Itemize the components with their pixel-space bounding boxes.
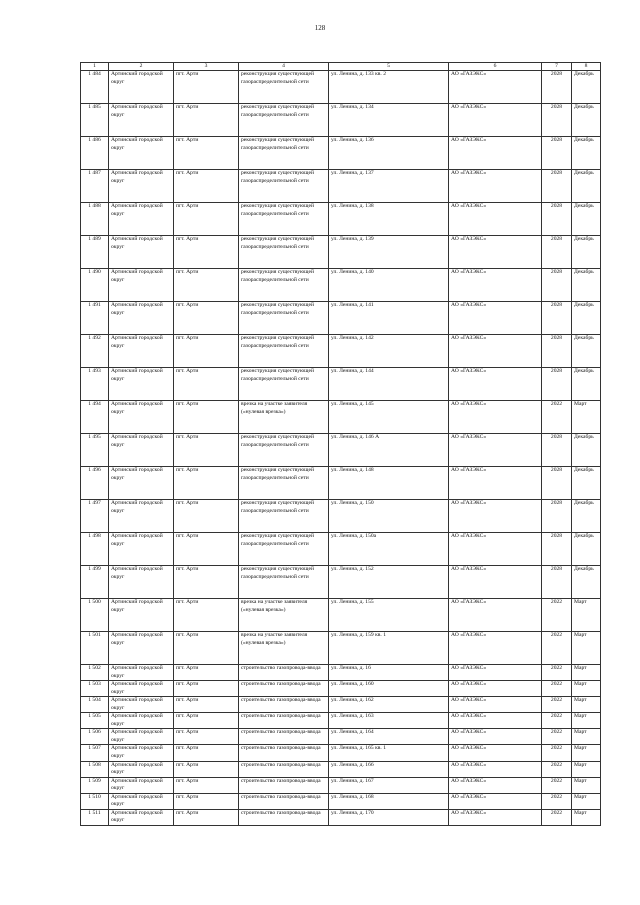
row-number: 1 495 — [81, 434, 109, 467]
row-number: 1 504 — [81, 697, 109, 713]
work-type-cell: врезка на участке заявителя («нулевая врезка») — [239, 401, 329, 434]
district-cell: Артинский городской округ — [109, 793, 174, 809]
settlement-cell: пгт. Арти — [174, 467, 239, 500]
work-type-cell: реконструкция существующей газораспределительной сети — [239, 71, 329, 104]
row-number: 1 490 — [81, 269, 109, 302]
table-row — [81, 170, 601, 203]
settlement-cell: пгт. Арти — [174, 729, 239, 745]
address-cell: ул. Ленина, д. 134 — [329, 104, 449, 137]
settlement-cell: пгт. Арти — [174, 793, 239, 809]
district-cell: Артинский городской округ — [109, 104, 174, 137]
address-cell: ул. Ленина, д. 166 — [329, 761, 449, 777]
table-row — [81, 697, 601, 713]
table-row — [81, 713, 601, 729]
settlement-cell: пгт. Арти — [174, 368, 239, 401]
row-number: 1 505 — [81, 713, 109, 729]
organization-cell: АО «ГАЗЭКС» — [449, 566, 542, 599]
organization-cell: АО «ГАЗЭКС» — [449, 170, 542, 203]
organization-cell: АО «ГАЗЭКС» — [449, 681, 542, 697]
settlement-cell: пгт. Арти — [174, 761, 239, 777]
column-header: 1 — [81, 63, 109, 71]
year-cell: 2022 — [542, 793, 572, 809]
address-cell: ул. Ленина, д. 150а — [329, 533, 449, 566]
month-cell: Декабрь — [572, 500, 601, 533]
column-header: 8 — [572, 63, 601, 71]
address-cell: ул. Ленина, д. 141 — [329, 302, 449, 335]
organization-cell: АО «ГАЗЭКС» — [449, 236, 542, 269]
table-row — [81, 632, 601, 665]
month-cell: Декабрь — [572, 335, 601, 368]
year-cell: 2022 — [542, 729, 572, 745]
organization-cell: АО «ГАЗЭКС» — [449, 533, 542, 566]
month-cell: Декабрь — [572, 467, 601, 500]
row-number: 1 506 — [81, 729, 109, 745]
district-cell: Артинский городской округ — [109, 729, 174, 745]
month-cell: Март — [572, 681, 601, 697]
row-number: 1 497 — [81, 500, 109, 533]
column-header: 3 — [174, 63, 239, 71]
work-type-cell: реконструкция существующей газораспределительной сети — [239, 269, 329, 302]
year-cell: 2028 — [542, 533, 572, 566]
row-number: 1 496 — [81, 467, 109, 500]
district-cell: Артинский городской округ — [109, 137, 174, 170]
year-cell: 2028 — [542, 500, 572, 533]
year-cell: 2022 — [542, 745, 572, 761]
month-cell: Декабрь — [572, 566, 601, 599]
address-cell: ул. Ленина, д. 140 — [329, 269, 449, 302]
work-type-cell: строительство газопровода-ввода — [239, 745, 329, 761]
year-cell: 2022 — [542, 681, 572, 697]
settlement-cell: пгт. Арти — [174, 566, 239, 599]
organization-cell: АО «ГАЗЭКС» — [449, 632, 542, 665]
month-cell: Март — [572, 745, 601, 761]
table-row — [81, 729, 601, 745]
organization-cell: АО «ГАЗЭКС» — [449, 269, 542, 302]
work-type-cell: строительство газопровода-ввода — [239, 761, 329, 777]
column-header: 7 — [542, 63, 572, 71]
organization-cell: АО «ГАЗЭКС» — [449, 203, 542, 236]
column-header: 5 — [329, 63, 449, 71]
work-type-cell: строительство газопровода-ввода — [239, 729, 329, 745]
settlement-cell: пгт. Арти — [174, 665, 239, 681]
month-cell: Март — [572, 599, 601, 632]
address-cell: ул. Ленина, д. 16 — [329, 665, 449, 681]
work-type-cell: строительство газопровода-ввода — [239, 809, 329, 825]
settlement-cell: пгт. Арти — [174, 104, 239, 137]
address-cell: ул. Ленина, д. 146 А — [329, 434, 449, 467]
row-number: 1 503 — [81, 681, 109, 697]
row-number: 1 487 — [81, 170, 109, 203]
column-header: 2 — [109, 63, 174, 71]
work-type-cell: строительство газопровода-ввода — [239, 665, 329, 681]
month-cell: Март — [572, 793, 601, 809]
organization-cell: АО «ГАЗЭКС» — [449, 71, 542, 104]
district-cell: Артинский городской округ — [109, 777, 174, 793]
table-row — [81, 533, 601, 566]
year-cell: 2028 — [542, 71, 572, 104]
month-cell: Март — [572, 761, 601, 777]
row-number: 1 484 — [81, 71, 109, 104]
work-type-cell: строительство газопровода-ввода — [239, 697, 329, 713]
address-cell: ул. Ленина, д. 144 — [329, 368, 449, 401]
table-row — [81, 761, 601, 777]
organization-cell: АО «ГАЗЭКС» — [449, 368, 542, 401]
address-cell: ул. Ленина, д. 152 — [329, 566, 449, 599]
district-cell: Артинский городской округ — [109, 368, 174, 401]
address-cell: ул. Ленина, д. 145 — [329, 401, 449, 434]
district-cell: Артинский городской округ — [109, 809, 174, 825]
table-row — [81, 566, 601, 599]
address-cell: ул. Ленина, д. 164 — [329, 729, 449, 745]
district-cell: Артинский городской округ — [109, 467, 174, 500]
row-number: 1 486 — [81, 137, 109, 170]
table-row — [81, 809, 601, 825]
district-cell: Артинский городской округ — [109, 71, 174, 104]
month-cell: Март — [572, 713, 601, 729]
row-number: 1 485 — [81, 104, 109, 137]
work-type-cell: реконструкция существующей газораспределительной сети — [239, 335, 329, 368]
month-cell: Декабрь — [572, 203, 601, 236]
row-number: 1 494 — [81, 401, 109, 434]
row-number: 1 492 — [81, 335, 109, 368]
row-number: 1 491 — [81, 302, 109, 335]
table-body — [81, 71, 601, 826]
work-type-cell: реконструкция существующей газораспределительной сети — [239, 203, 329, 236]
settlement-cell: пгт. Арти — [174, 599, 239, 632]
settlement-cell: пгт. Арти — [174, 632, 239, 665]
district-cell: Артинский городской округ — [109, 632, 174, 665]
year-cell: 2022 — [542, 761, 572, 777]
organization-cell: АО «ГАЗЭКС» — [449, 137, 542, 170]
table-row — [81, 368, 601, 401]
settlement-cell: пгт. Арти — [174, 533, 239, 566]
gas-works-table — [80, 62, 601, 826]
settlement-cell: пгт. Арти — [174, 236, 239, 269]
address-cell: ул. Ленина, д. 139 — [329, 236, 449, 269]
month-cell: Март — [572, 809, 601, 825]
organization-cell: АО «ГАЗЭКС» — [449, 809, 542, 825]
year-cell: 2028 — [542, 170, 572, 203]
year-cell: 2022 — [542, 632, 572, 665]
work-type-cell: реконструкция существующей газораспределительной сети — [239, 368, 329, 401]
page-number: 128 — [314, 24, 326, 32]
address-cell: ул. Ленина, д. 163 — [329, 713, 449, 729]
address-cell: ул. Ленина, д. 133 кв. 2 — [329, 71, 449, 104]
settlement-cell: пгт. Арти — [174, 203, 239, 236]
year-cell: 2028 — [542, 368, 572, 401]
district-cell: Артинский городской округ — [109, 713, 174, 729]
settlement-cell: пгт. Арти — [174, 500, 239, 533]
organization-cell: АО «ГАЗЭКС» — [449, 401, 542, 434]
year-cell: 2028 — [542, 302, 572, 335]
year-cell: 2022 — [542, 809, 572, 825]
work-type-cell: реконструкция существующей газораспределительной сети — [239, 302, 329, 335]
year-cell: 2028 — [542, 335, 572, 368]
settlement-cell: пгт. Арти — [174, 137, 239, 170]
district-cell: Артинский городской округ — [109, 599, 174, 632]
settlement-cell: пгт. Арти — [174, 170, 239, 203]
row-number: 1 508 — [81, 761, 109, 777]
month-cell: Декабрь — [572, 533, 601, 566]
district-cell: Артинский городской округ — [109, 697, 174, 713]
address-cell: ул. Ленина, д. 168 — [329, 793, 449, 809]
year-cell: 2028 — [542, 236, 572, 269]
settlement-cell: пгт. Арти — [174, 697, 239, 713]
work-type-cell: реконструкция существующей газораспределительной сети — [239, 137, 329, 170]
work-type-cell: реконструкция существующей газораспределительной сети — [239, 500, 329, 533]
year-cell: 2028 — [542, 434, 572, 467]
district-cell: Артинский городской округ — [109, 335, 174, 368]
row-number: 1 509 — [81, 777, 109, 793]
table-row — [81, 599, 601, 632]
month-cell: Март — [572, 665, 601, 681]
year-cell: 2022 — [542, 777, 572, 793]
row-number: 1 488 — [81, 203, 109, 236]
month-cell: Декабрь — [572, 368, 601, 401]
district-cell: Артинский городской округ — [109, 269, 174, 302]
address-cell: ул. Ленина, д. 136 — [329, 137, 449, 170]
month-cell: Декабрь — [572, 104, 601, 137]
row-number: 1 502 — [81, 665, 109, 681]
table-row — [81, 302, 601, 335]
row-number: 1 498 — [81, 533, 109, 566]
month-cell: Март — [572, 632, 601, 665]
row-number: 1 501 — [81, 632, 109, 665]
settlement-cell: пгт. Арти — [174, 809, 239, 825]
organization-cell: АО «ГАЗЭКС» — [449, 697, 542, 713]
row-number: 1 507 — [81, 745, 109, 761]
organization-cell: АО «ГАЗЭКС» — [449, 434, 542, 467]
table-row — [81, 401, 601, 434]
organization-cell: АО «ГАЗЭКС» — [449, 777, 542, 793]
settlement-cell: пгт. Арти — [174, 269, 239, 302]
row-number: 1 489 — [81, 236, 109, 269]
address-cell: ул. Ленина, д. 162 — [329, 697, 449, 713]
month-cell: Март — [572, 697, 601, 713]
settlement-cell: пгт. Арти — [174, 713, 239, 729]
table-row — [81, 335, 601, 368]
table-row — [81, 500, 601, 533]
address-cell: ул. Ленина, д. 160 — [329, 681, 449, 697]
district-cell: Артинский городской округ — [109, 761, 174, 777]
year-cell: 2022 — [542, 697, 572, 713]
work-type-cell: реконструкция существующей газораспределительной сети — [239, 533, 329, 566]
work-type-cell: реконструкция существующей газораспределительной сети — [239, 467, 329, 500]
year-cell: 2022 — [542, 401, 572, 434]
address-cell: ул. Ленина, д. 165 кв. 1 — [329, 745, 449, 761]
district-cell: Артинский городской округ — [109, 533, 174, 566]
row-number: 1 500 — [81, 599, 109, 632]
district-cell: Артинский городской округ — [109, 302, 174, 335]
year-cell: 2028 — [542, 566, 572, 599]
table-header-row — [81, 63, 601, 71]
year-cell: 2028 — [542, 104, 572, 137]
work-type-cell: строительство газопровода-ввода — [239, 793, 329, 809]
year-cell: 2022 — [542, 599, 572, 632]
organization-cell: АО «ГАЗЭКС» — [449, 500, 542, 533]
work-type-cell: реконструкция существующей газораспределительной сети — [239, 104, 329, 137]
table-row — [81, 203, 601, 236]
address-cell: ул. Ленина, д. 150 — [329, 500, 449, 533]
organization-cell: АО «ГАЗЭКС» — [449, 335, 542, 368]
month-cell: Декабрь — [572, 236, 601, 269]
address-cell: ул. Ленина, д. 159 кв. 1 — [329, 632, 449, 665]
year-cell: 2028 — [542, 203, 572, 236]
address-cell: ул. Ленина, д. 137 — [329, 170, 449, 203]
address-cell: ул. Ленина, д. 167 — [329, 777, 449, 793]
table-row — [81, 793, 601, 809]
organization-cell: АО «ГАЗЭКС» — [449, 665, 542, 681]
table-row — [81, 236, 601, 269]
address-cell: ул. Ленина, д. 155 — [329, 599, 449, 632]
organization-cell: АО «ГАЗЭКС» — [449, 761, 542, 777]
table-row — [81, 777, 601, 793]
organization-cell: АО «ГАЗЭКС» — [449, 729, 542, 745]
district-cell: Артинский городской округ — [109, 500, 174, 533]
organization-cell: АО «ГАЗЭКС» — [449, 302, 542, 335]
year-cell: 2028 — [542, 269, 572, 302]
year-cell: 2028 — [542, 137, 572, 170]
settlement-cell: пгт. Арти — [174, 335, 239, 368]
table-row — [81, 104, 601, 137]
work-type-cell: строительство газопровода-ввода — [239, 713, 329, 729]
row-number: 1 510 — [81, 793, 109, 809]
district-cell: Артинский городской округ — [109, 681, 174, 697]
address-cell: ул. Ленина, д. 170 — [329, 809, 449, 825]
month-cell: Декабрь — [572, 302, 601, 335]
month-cell: Март — [572, 729, 601, 745]
district-cell: Артинский городской округ — [109, 236, 174, 269]
row-number: 1 493 — [81, 368, 109, 401]
work-type-cell: врезка на участке заявителя («нулевая врезка») — [239, 632, 329, 665]
address-cell: ул. Ленина, д. 142 — [329, 335, 449, 368]
district-cell: Артинский городской округ — [109, 434, 174, 467]
table-row — [81, 467, 601, 500]
organization-cell: АО «ГАЗЭКС» — [449, 745, 542, 761]
work-type-cell: реконструкция существующей газораспределительной сети — [239, 236, 329, 269]
settlement-cell: пгт. Арти — [174, 681, 239, 697]
table-row — [81, 681, 601, 697]
column-header: 4 — [239, 63, 329, 71]
settlement-cell: пгт. Арти — [174, 745, 239, 761]
year-cell: 2022 — [542, 713, 572, 729]
table-row — [81, 269, 601, 302]
month-cell: Декабрь — [572, 170, 601, 203]
district-cell: Артинский городской округ — [109, 665, 174, 681]
settlement-cell: пгт. Арти — [174, 777, 239, 793]
address-cell: ул. Ленина, д. 148 — [329, 467, 449, 500]
table-row — [81, 434, 601, 467]
settlement-cell: пгт. Арти — [174, 401, 239, 434]
settlement-cell: пгт. Арти — [174, 302, 239, 335]
work-type-cell: реконструкция существующей газораспределительной сети — [239, 566, 329, 599]
district-cell: Артинский городской округ — [109, 203, 174, 236]
table-row — [81, 665, 601, 681]
month-cell: Март — [572, 777, 601, 793]
year-cell: 2028 — [542, 467, 572, 500]
month-cell: Декабрь — [572, 434, 601, 467]
month-cell: Март — [572, 401, 601, 434]
address-cell: ул. Ленина, д. 138 — [329, 203, 449, 236]
organization-cell: АО «ГАЗЭКС» — [449, 467, 542, 500]
row-number: 1 499 — [81, 566, 109, 599]
district-cell: Артинский городской округ — [109, 401, 174, 434]
organization-cell: АО «ГАЗЭКС» — [449, 793, 542, 809]
month-cell: Декабрь — [572, 269, 601, 302]
row-number: 1 511 — [81, 809, 109, 825]
settlement-cell: пгт. Арти — [174, 71, 239, 104]
column-header: 6 — [449, 63, 542, 71]
organization-cell: АО «ГАЗЭКС» — [449, 599, 542, 632]
work-type-cell: строительство газопровода-ввода — [239, 681, 329, 697]
organization-cell: АО «ГАЗЭКС» — [449, 713, 542, 729]
district-cell: Артинский городской округ — [109, 566, 174, 599]
table-row — [81, 745, 601, 761]
month-cell: Декабрь — [572, 71, 601, 104]
district-cell: Артинский городской округ — [109, 170, 174, 203]
year-cell: 2022 — [542, 665, 572, 681]
work-type-cell: реконструкция существующей газораспределительной сети — [239, 434, 329, 467]
work-type-cell: реконструкция существующей газораспределительной сети — [239, 170, 329, 203]
work-type-cell: врезка на участке заявителя («нулевая врезка») — [239, 599, 329, 632]
month-cell: Декабрь — [572, 137, 601, 170]
organization-cell: АО «ГАЗЭКС» — [449, 104, 542, 137]
district-cell: Артинский городской округ — [109, 745, 174, 761]
table-row — [81, 137, 601, 170]
work-type-cell: строительство газопровода-ввода — [239, 777, 329, 793]
table-row — [81, 71, 601, 104]
settlement-cell: пгт. Арти — [174, 434, 239, 467]
